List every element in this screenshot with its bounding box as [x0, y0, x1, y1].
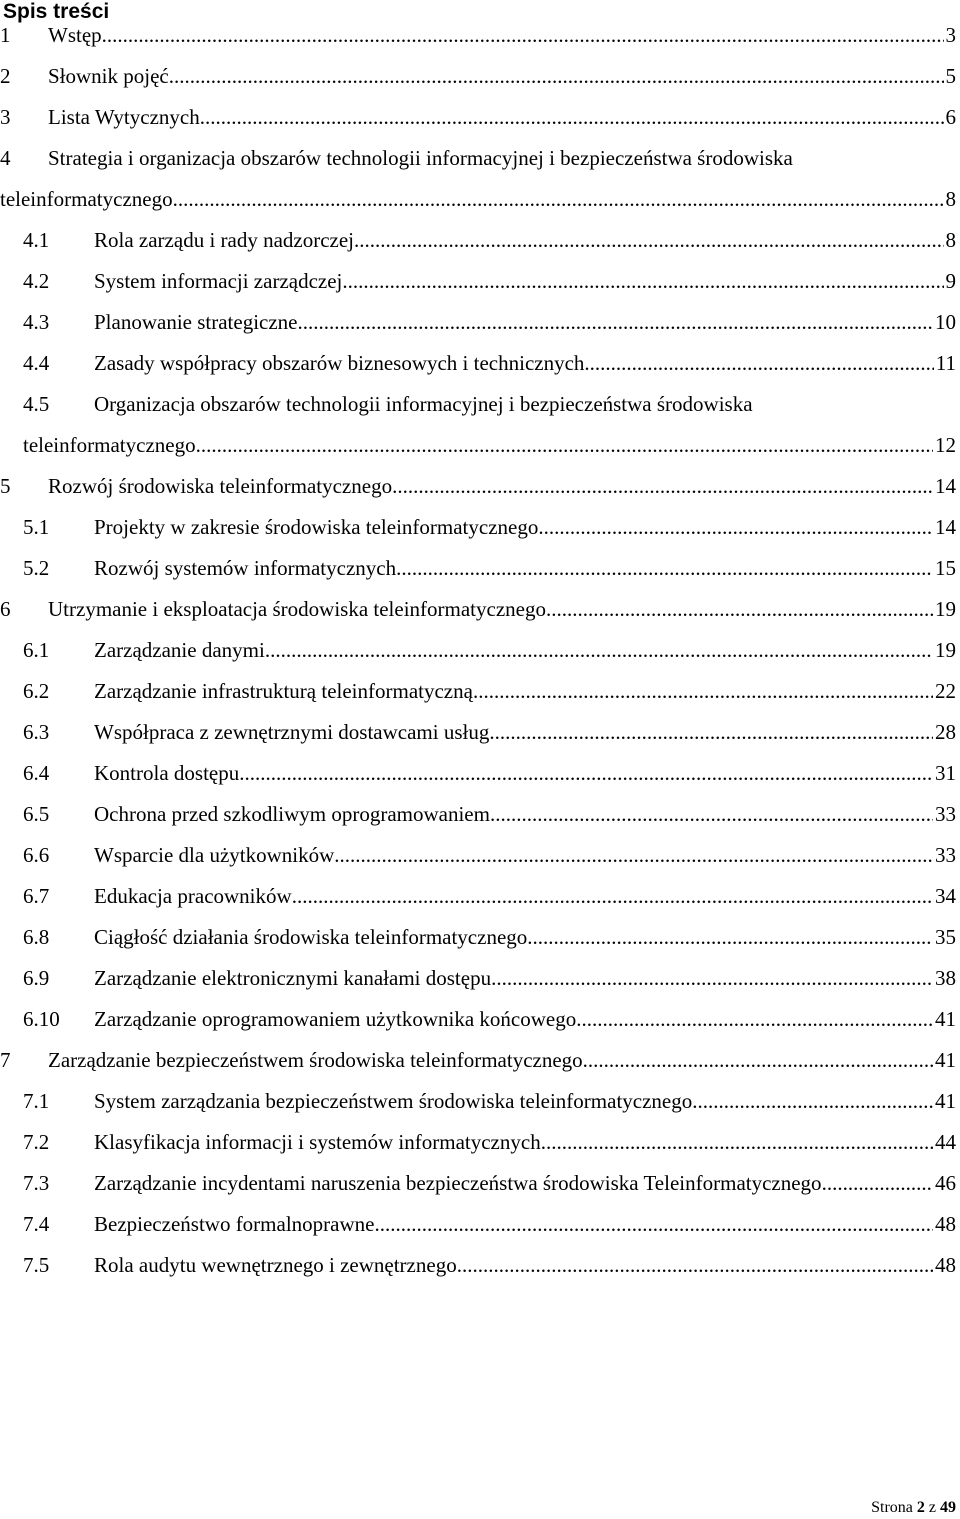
toc-entry-title: Utrzymanie i eksploatacja środowiska teleinformatycznego. — [48, 597, 552, 621]
toc-entry[interactable] — [0, 800, 956, 828]
toc-entry-title: Zarządzanie incydentami naruszenia bezpieczeństwa środowiska Teleinformatycznego — [94, 1171, 822, 1195]
toc-entry[interactable] — [0, 308, 956, 336]
toc-entry-page: 11 — [935, 351, 956, 375]
toc-entry-page: 10 — [935, 310, 956, 334]
toc-entry-page: 19 — [935, 597, 956, 621]
toc-dot-leader — [342, 267, 943, 295]
toc-entry-number: 5.2 — [23, 556, 50, 580]
toc-entry-title: Słownik pojęć. — [48, 64, 174, 88]
toc-dot-leader — [457, 1251, 933, 1279]
toc-entry-page: 5 — [945, 64, 956, 88]
toc-entry-page: 44 — [935, 1130, 956, 1154]
toc-entry-number: 6.6 — [23, 843, 50, 867]
toc-entry[interactable] — [0, 595, 956, 623]
toc-entry[interactable] — [0, 1169, 956, 1197]
toc-dot-leader — [107, 21, 944, 49]
toc-dot-leader — [178, 185, 944, 213]
toc-entry-title: Współpraca z zewnętrznymi dostawcami usług — [94, 720, 490, 744]
toc-dot-leader — [292, 882, 933, 910]
toc-entry[interactable] — [0, 144, 956, 211]
footer-separator: z — [928, 1499, 936, 1516]
toc-entry-page: 3 — [945, 23, 956, 47]
toc-entry-number: 6.4 — [23, 761, 50, 785]
toc-dot-leader — [538, 513, 933, 541]
toc-entry[interactable] — [0, 718, 956, 746]
toc-entry-number: 6.3 — [23, 720, 50, 744]
toc-entry[interactable] — [0, 1046, 956, 1074]
toc-entry-title: Zarządzanie bezpieczeństwem środowiska teleinformatycznego. — [48, 1048, 588, 1072]
toc-dot-leader — [473, 677, 933, 705]
toc-entry-page: 48 — [935, 1253, 956, 1277]
toc-entry[interactable] — [0, 390, 956, 457]
toc-entry-page: 22 — [935, 679, 956, 703]
toc-entry[interactable] — [0, 1005, 956, 1033]
footer-total-pages: 49 — [940, 1499, 956, 1516]
toc-entry[interactable] — [0, 841, 956, 869]
toc-entry-title: Rozwój systemów informatycznych — [94, 556, 397, 580]
footer-label: Strona — [871, 1499, 913, 1516]
toc-entry-number: 4.4 — [23, 351, 50, 375]
toc-entry-title: Edukacja pracowników — [94, 884, 292, 908]
toc-entry-title: Zarządzanie danymi — [94, 638, 265, 662]
toc-entry[interactable] — [0, 21, 956, 49]
toc-entry-title: Rola audytu wewnętrznego i zewnętrznego — [94, 1253, 457, 1277]
toc-dot-leader — [490, 800, 933, 828]
toc-entry[interactable] — [0, 882, 956, 910]
toc-dot-leader — [491, 964, 933, 992]
toc-entry-title: Lista Wytycznych. — [48, 105, 205, 129]
toc-entry-number: 7.1 — [23, 1089, 50, 1113]
toc-dot-leader — [527, 923, 933, 951]
toc-entry-title: Zarządzanie elektronicznymi kanałami dostępu — [94, 966, 492, 990]
toc-entry-page: 34 — [935, 884, 956, 908]
toc-entry[interactable] — [0, 1251, 956, 1279]
toc-entry[interactable] — [0, 349, 956, 377]
toc-entry-title: Bezpieczeństwo formalnoprawne — [94, 1212, 375, 1236]
toc-entry-number: 5 — [0, 474, 11, 498]
toc-dot-leader — [692, 1087, 933, 1115]
toc-entry[interactable] — [0, 923, 956, 951]
toc-entry-number: 7.3 — [23, 1171, 50, 1195]
toc-entry-title: Zarządzanie infrastrukturą teleinformatyczną — [94, 679, 473, 703]
toc-entry[interactable] — [0, 513, 956, 541]
toc-dot-leader — [584, 349, 933, 377]
toc-entry-number: 4.3 — [23, 310, 50, 334]
toc-dot-leader — [374, 1210, 933, 1238]
toc-entry[interactable] — [0, 677, 956, 705]
toc-entry-number: 5.1 — [23, 515, 50, 539]
toc-entry-number: 6.9 — [23, 966, 50, 990]
toc-dot-leader — [205, 103, 944, 131]
toc-entry-number: 6.10 — [23, 1007, 60, 1031]
toc-entry-number: 4.1 — [23, 228, 50, 252]
toc-entry-title: Zarządzanie oprogramowaniem użytkownika końcowego — [94, 1007, 577, 1031]
toc-entry-number: 6.8 — [23, 925, 50, 949]
toc-entry-title-continued: teleinformatycznego — [23, 433, 196, 457]
toc-entry-page: 12 — [935, 433, 956, 457]
toc-entry-page: 14 — [935, 515, 956, 539]
toc-entry-page: 9 — [945, 269, 956, 293]
toc-entry-number: 6.5 — [23, 802, 50, 826]
toc-dot-leader — [489, 718, 933, 746]
toc-entry[interactable] — [0, 267, 956, 295]
toc-dot-leader — [576, 1005, 933, 1033]
toc-entry-title: Rola zarządu i rady nadzorczej — [94, 228, 355, 252]
toc-entry-title: Klasyfikacja informacji i systemów informatycznych — [94, 1130, 541, 1154]
toc-entry[interactable] — [0, 226, 956, 254]
toc-dot-leader — [397, 472, 933, 500]
toc-entry-number: 7.5 — [23, 1253, 50, 1277]
toc-entry[interactable] — [0, 554, 956, 582]
toc-entry-page: 41 — [935, 1048, 956, 1072]
toc-entry-page: 33 — [935, 802, 956, 826]
toc-entry-page: 8 — [945, 228, 956, 252]
toc-entry[interactable] — [0, 1210, 956, 1238]
toc-dot-leader — [588, 1046, 933, 1074]
toc-entry-page: 6 — [945, 105, 956, 129]
toc-entry-number: 6.1 — [23, 638, 50, 662]
toc-entry[interactable] — [0, 1087, 956, 1115]
toc-entry-title: Zasady współpracy obszarów biznesowych i technicznych — [94, 351, 585, 375]
toc-entry-page: 35 — [935, 925, 956, 949]
toc-entry-page: 15 — [935, 556, 956, 580]
toc-dot-leader — [196, 431, 933, 459]
toc-entry[interactable] — [0, 1128, 956, 1156]
toc-entry-title: Rozwój środowiska teleinformatycznego. — [48, 474, 398, 498]
toc-dot-leader — [541, 1128, 933, 1156]
page-title: Spis treści — [3, 0, 110, 23]
toc-entry-title: Projekty w zakresie środowiska teleinformatycznego — [94, 515, 539, 539]
toc-dot-leader — [298, 308, 934, 336]
toc-entry[interactable] — [0, 62, 956, 90]
toc-entry[interactable] — [0, 964, 956, 992]
toc-entry-page: 33 — [935, 843, 956, 867]
footer-current-page: 2 — [916, 1499, 925, 1516]
toc-entry-title: System zarządzania bezpieczeństwem środowiska teleinformatycznego — [94, 1089, 693, 1113]
toc-dot-leader — [551, 595, 933, 623]
toc-entry-number: 4.2 — [23, 269, 50, 293]
page-footer — [871, 1498, 956, 1518]
toc-entry-page: 38 — [935, 966, 956, 990]
toc-entry-number: 4.5 — [23, 392, 50, 416]
toc-dot-leader — [174, 62, 944, 90]
toc-entry-title: Ochrona przed szkodliwym oprogramowaniem — [94, 802, 490, 826]
toc-entry-number: 7.2 — [23, 1130, 50, 1154]
toc-entry-number: 4 — [0, 146, 11, 170]
toc-entry[interactable] — [0, 472, 956, 500]
toc-entry-title: Wsparcie dla użytkowników — [94, 843, 335, 867]
toc-entry-page: 31 — [935, 761, 956, 785]
toc-entry-title: Organizacja obszarów technologii informacyjnej i bezpieczeństwa środowiska — [94, 392, 753, 416]
toc-entry-number: 7.4 — [23, 1212, 50, 1236]
toc-dot-leader — [334, 841, 933, 869]
toc-entry-page: 28 — [935, 720, 956, 744]
toc-entry-page: 41 — [935, 1007, 956, 1031]
toc-entry-page: 48 — [935, 1212, 956, 1236]
toc-entry-page: 46 — [935, 1171, 956, 1195]
toc-entry-number: 2 — [0, 64, 11, 88]
toc-entry[interactable] — [0, 636, 956, 664]
toc-entry-number: 3 — [0, 105, 11, 129]
toc-dot-leader — [239, 759, 933, 787]
toc-entry-title: Strategia i organizacja obszarów technologii informacyjnej i bezpieczeństwa środowiska — [48, 146, 793, 170]
toc-entry-page: 41 — [935, 1089, 956, 1113]
toc-entry-page: 19 — [935, 638, 956, 662]
toc-entry-title: Wstęp. — [48, 23, 107, 47]
toc-dot-leader — [396, 554, 933, 582]
toc-entry-number: 6.7 — [23, 884, 50, 908]
toc-dot-leader — [354, 226, 943, 254]
toc-entry-title: Planowanie strategiczne — [94, 310, 298, 334]
toc-entry-page: 14 — [935, 474, 956, 498]
toc-entry[interactable] — [0, 759, 956, 787]
toc-entry-number: 6 — [0, 597, 11, 621]
toc-entry-page: 8 — [945, 187, 956, 211]
toc-entry-title: Ciągłość działania środowiska teleinformatycznego — [94, 925, 528, 949]
toc-entry-title: System informacji zarządczej — [94, 269, 343, 293]
toc-entry[interactable] — [0, 103, 956, 131]
toc-entry-number: 7 — [0, 1048, 11, 1072]
toc-entry-title: Kontrola dostępu — [94, 761, 240, 785]
toc-entry-number: 6.2 — [23, 679, 50, 703]
toc-entry-number: 1 — [0, 23, 11, 47]
toc-entry-title-continued: teleinformatycznego. — [0, 187, 178, 211]
toc-dot-leader — [822, 1169, 933, 1197]
toc-dot-leader — [265, 636, 933, 664]
